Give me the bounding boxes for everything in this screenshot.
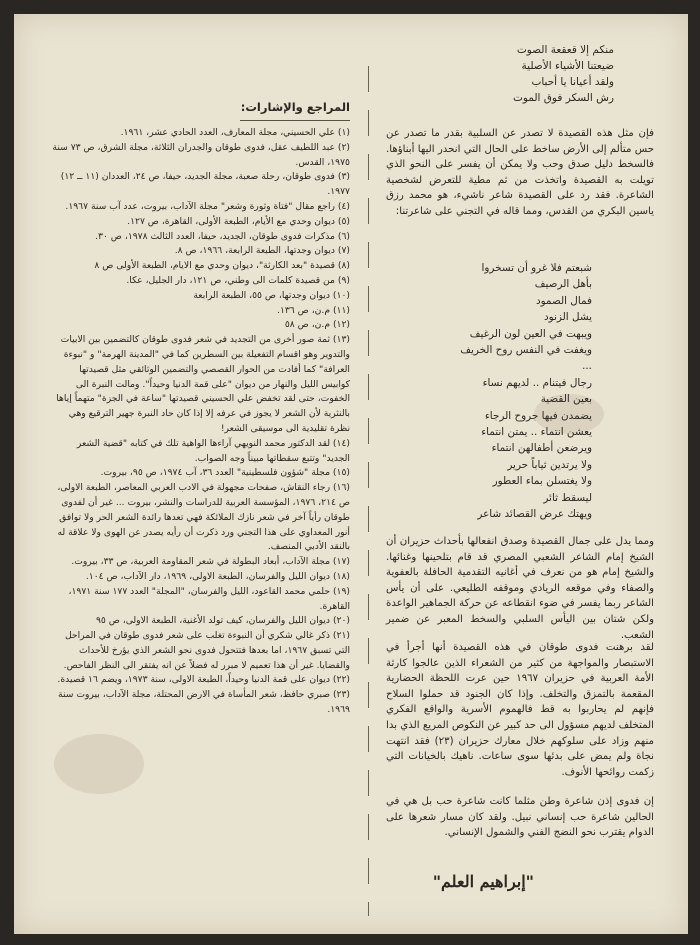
magazine-page bbox=[14, 14, 688, 934]
poem-line: يضمدن فيها جروح الرجاء bbox=[484, 409, 592, 422]
paragraph: ومما يدل على جمال القصيدة وصدق انفعالها بأحداث حزيران أن الشيخ إمام الشاعر الشعبي المصري قد قام بتلحينها وغنائها. والشيخ إمام هو من نعرف في أغانيه التقدمية الحافلة بالعفوية والصفاء وفي موقعه الريادي وموقفه الطليعي. على أن يأس الشاعر ربما يفسر في ضوء انقطاعه عن حركة الجماهير الواعدة ولكن شتان بين اليأس السلبي والسخط المعبر عن ضمير الشعب. bbox=[386, 536, 654, 641]
reference-item: (١٨) ديوان الليل والفرسان، الطبعة الاولى، ١٩٦٩، دار الآداب، ص ١٠٤. bbox=[85, 570, 350, 582]
reference-item: (١٢) م.ن، ص ٥٨ bbox=[284, 319, 350, 331]
reference-item: (١٣) ثمة صور أخرى من التجديد في شعر فدوى طوقان كالتضمين بين الابيات والتدوير وهو اقسام التفعيلة بين السطرين كما في "المدينة الهرمة" و "نبوءة العرافة" كما أفادت من الحوار القصصي والتضمين الوثائقي مثل قصيدتها كوابيس الليل والنهار من ديوان "على قمة الدنيا وحيداً". ومالت النبرة الى الخفوت، حتى لقد تخفض علي الحسيني قصيدتها "ساعة في الجزة" متهماً إياها بالنثرية لأن الشعر لا يجوز في عرفه إلا إذا كان حاد النبرة جهير الترقيع وهي نظرة تقليدية الى موسيقى الشعر! bbox=[56, 334, 350, 434]
poem-line: فمال الصمود bbox=[535, 294, 592, 307]
references-title: المراجع والإشارات: bbox=[240, 100, 350, 114]
reference-item: (١٠) ديوان وجدتها، ص ٥٥، الطبعة الرابعة bbox=[193, 289, 350, 301]
paragraph: إن فدوى إذن شاعرة وطن مثلما كانت شاعرة حب بل هي في الحالين شاعرة حب إنساني نبيل. ولقد كان مسار شعرها على الدوام يقترب نحو النضج الفني والشمول الإنساني. bbox=[386, 796, 654, 839]
reference-item: (١٦) رجاء النقاش، صفحات مجهولة في الادب العربي المعاصر، الطبعة الاولى، ص ٢١٤، ١٩٧٦، المؤسسة العربية للدراسات والنشر، بيروت ... غير أن لفدوى طوقان رأياً آخر في شعر نازك الملائكة فهي تعدها رائدة الشعر الحر ولا توافق أنور المعداوي على هذا التجني ورد ذكرت أن رأيه يصدر عن الهوى ولا علاقة له بالنقد الأدبي المنصف. bbox=[57, 482, 350, 553]
reference-item: (١٤) لقد الدكتور محمد النويهي آراءها الواهية تلك في كتابه "قضية الشعر الجديد" وتتبع سقطاتها مبيناً وجه الصواب. bbox=[76, 437, 350, 464]
poem-line: ويغفت في النفس روح الخريف bbox=[460, 344, 592, 357]
reference-item: (١٩) حلمي محمد القاعود، الليل والفرسان، "المجلة" العدد ١٧٧ سنة ١٩٧١، القاهرة. bbox=[68, 585, 350, 612]
verse-line: ضيعتنا الأشياء الأصلية bbox=[521, 60, 614, 72]
reference-item: (٤) راجع مقال "فتاة وثورة وشعر" مجلة الآداب، بيروت، عدد آب سنة ١٩٦٧. bbox=[65, 200, 350, 212]
reference-item: (٧) ديوان وجدتها، الطبعة الرابعة، ١٩٦٦، ص ٨. bbox=[174, 245, 350, 257]
reference-item: (٢٢) ديوان على قمة الدنيا وحيداً، الطبعة الاولى، سنة ١٩٧٣، ويضم ١٦ قصيدة. bbox=[57, 674, 350, 686]
references-list bbox=[50, 126, 350, 718]
reference-item: (٦) مذكرات فدوى طوقان، الجديد، حيفا، العدد الثالث ١٩٧٨، ص ٣٠. bbox=[95, 230, 350, 242]
poem-line: بعين القضية bbox=[540, 393, 592, 406]
title-underline bbox=[240, 120, 350, 121]
poem-line: ويرضعن أطفالهن انتماء bbox=[491, 442, 592, 455]
reference-item: (٩) من قصيدة كلمات الى وطني، ص ١٢١، دار الجليل، عكا. bbox=[126, 274, 350, 286]
poem-line: رجال فيتنام .. لديهم نساء bbox=[482, 376, 592, 389]
poem-line: يعشن انتماء .. يمتن انتماء bbox=[481, 426, 592, 439]
verse-line: منكم إلا قعقعة الصوت bbox=[516, 44, 614, 56]
reference-item: (١٧) مجلة الآداب، أبعاد البطولة في شعر المقاومة العربية، ص ٣٣، بيروت. bbox=[71, 556, 350, 568]
poem-line: بأهل الرصيف bbox=[534, 278, 592, 291]
poem-line: يشل الزنود bbox=[543, 311, 592, 324]
poem-line: شبعتم فلا غرو أن تسخروا bbox=[481, 262, 592, 274]
reference-item: (٢) عبد اللطيف عقل، فدوى طوقان والجدران الثلاثة، مجلة الشرق، ص ٧٣ سنة ١٩٧٥، القدس. bbox=[52, 141, 350, 168]
verse-block bbox=[513, 42, 614, 106]
reference-item: (٢١) ذكر غالي شكري أن النبوءة تغلب على شعر فدوى طوقان في المراحل التي تسبق ١٩٦٧، اما بعدها فتتحول فدوى نحو الشعر الذي يؤرخ للأحداث والقضايا. غير أن هذا تعميم لا مبرر له فضلاً عن انه يفتقر الى النظر الفاحص. bbox=[63, 630, 350, 671]
reference-item: (٣) فدوى طوقان، رحلة صعبة، مجلة الجديد، حيفا، ص ٢٤، العددان (١١ ــ ١٢) ١٩٧٧. bbox=[60, 171, 350, 198]
column-divider bbox=[368, 66, 369, 916]
reference-item: (٨) قصيدة "بعد الكارثة"، ديوان وحدي مع الايام، الطبعة الأولى ص ٨ bbox=[94, 260, 350, 272]
verse-line: ولقد أعيانا يا أحباب bbox=[531, 76, 614, 88]
poem-line: ... bbox=[582, 360, 592, 373]
poem-line: ويهتك عرض القصائد شاعر bbox=[477, 508, 592, 521]
poem-line: ولا يرتدين ثياباً حرير bbox=[507, 458, 592, 471]
poem-line: ولا يغتسلن بماء العطور bbox=[492, 475, 592, 488]
reference-item: (٥) ديوان وحدي مع الأيام، الطبعة الأولى، القاهرة، ص ١٢٧. bbox=[127, 215, 350, 227]
poem-line: ليسقط ثائر bbox=[543, 491, 592, 504]
paragraph: فإن مثل هذه القصيدة لا تصدر عن السلبية بقدر ما تصدر عن حس متألم إلى الأرض ساخط على الحال التي انحدر اليها أبناؤها. فالسخط دليل صدق وحب ولا يمكن أن يفسر على النحو الذي تويلت به القصيدة واتخذت من ثم مطية للتعرض لشخصية الشاعرة. فقد رد على القصيدة شاعر ناشيء، هو محمد رزق ياسين البكري من القدس، ومما قاله في التجني على شاعرتنا: bbox=[386, 128, 654, 217]
reference-item: (١١) م.ن، ص ١٣٦. bbox=[277, 304, 350, 316]
paragraph: لقد برهنت فدوى طوقان في هذه القصيدة أنها أجرأ في الاستبصار والمواجهة من كثير من الشعراء الذين عالجوا كارثة الأمة العربية في حزيران ١٩٦٧ حين عرت اللحظة الحضارية المقعمة بالتمزق والتخلف. وإذا كان الجنود قد حملوا السلاح فإنهم لم يحاربوا به قط فالهموم الأسرية والواقع الفكري المتخلف لديهم مسؤول الى حد كبير عن النكوص المريع الذي بدا منهم وزاد على سلوكهم خلال معارك حزيران (٢٣) فقد انتهت نجاة ولم يمض على بدئها سوى ساعات. ناهيك بالخيانات التي زكمت روائحها الأنوف. bbox=[386, 642, 654, 778]
poem-line: ويبهت في العين لون الرغيف bbox=[469, 327, 592, 340]
reference-item: (١٥) مجلة "شؤون فلسطينية" العدد ٣٦، آب ١٩٧٤، ص ٩٥، بيروت. bbox=[100, 467, 350, 479]
reference-item: (٢٠) ديوان الليل والفرسان، كيف تولد الأغنية، الطبعة الاولى، ص ٩٥ bbox=[95, 615, 350, 627]
verse-line: رش السكر فوق الموت bbox=[512, 92, 614, 104]
poem-quote bbox=[460, 260, 592, 523]
author-signature: "إبراهيم العلم" bbox=[432, 872, 534, 891]
reference-item: (١) علي الحسيني، مجلة المعارف، العدد الحادي عشر، ١٩٦١. bbox=[120, 127, 350, 138]
paper-stain bbox=[54, 734, 144, 794]
reference-item: (٢٣) صبري حافظ، شعر المأساة في الارض المحتلة، مجلة الآداب، بيروت سنة ١٩٦٩. bbox=[58, 689, 350, 716]
